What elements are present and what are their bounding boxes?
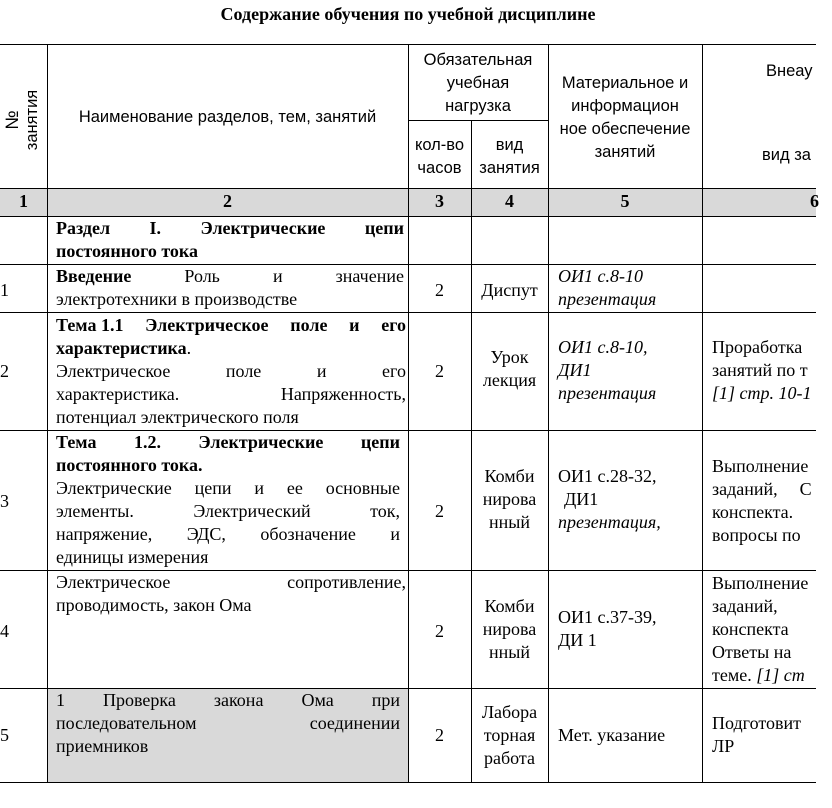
row-3-l1-w3: Электрические (198, 432, 324, 452)
row-1-material (558, 265, 702, 311)
row-3-l4-w1: элементы. (56, 501, 134, 521)
row-2-name (56, 314, 406, 430)
row-3-l5-w2: ЭДС, (186, 524, 226, 544)
row-3-l1-w1: Тема (56, 432, 97, 452)
row-5-bottom (0, 782, 816, 783)
header-col5-line-2: информацион (571, 97, 679, 115)
row-5-l1-w5: при (371, 690, 400, 710)
row-4-name (56, 571, 406, 619)
row-4-extra-line-5 (712, 664, 832, 687)
row-5-l3: приемников (56, 736, 149, 756)
header-col5-line-3: ное обеспечение (559, 120, 691, 138)
row-3-extra-line-1: Выполнение (712, 456, 809, 476)
section-word-1: Раздел (56, 218, 111, 238)
row-4-extra-line-2: заданий, (712, 596, 778, 616)
header-col4 (471, 134, 548, 184)
row-3-extra-line-4: вопросы по (712, 525, 801, 545)
header-group-line-1: Обязательная (423, 51, 533, 69)
header-col4-line-2: занятия (479, 159, 540, 177)
row-5-l2-w2: соединении (309, 713, 400, 733)
row-3-l2: постоянного тока. (56, 455, 203, 475)
row-2-type-line-1: Урок (490, 347, 529, 367)
row-5-extra-line-1: Подготовит (712, 713, 801, 733)
num-cell-6: 6 (810, 191, 819, 211)
header-col5-line-4: занятий (594, 143, 656, 161)
row-1-num: 1 (0, 280, 9, 300)
row-4-l1-w1: Электрическое (56, 572, 171, 592)
num-cell-4: 4 (505, 191, 514, 211)
row-1-name-bold: Введение (56, 266, 132, 286)
header-col34-group (408, 49, 548, 119)
row-3-l3: Электрические цепи и ее основные (56, 478, 400, 498)
row-5-l2-w1: последовательном (56, 713, 197, 733)
num-cell-5: 5 (620, 191, 630, 211)
header-group-line-2: учебная (446, 74, 510, 92)
section-word-4: цепи (364, 218, 404, 238)
row-5-l1-w4: Ома (301, 690, 334, 710)
row-2-extra (712, 336, 822, 408)
row-5-material: Мет. указание (558, 725, 666, 745)
row-3-extra-word-1: заданий, (712, 479, 778, 499)
row-3-type-line-3: нный (489, 512, 530, 532)
row-4-type-line-1: Комби (484, 596, 535, 616)
row-5-l1-w3: закона (213, 690, 264, 710)
header-group-line-3: нагрузка (445, 97, 511, 115)
row-4-extra-word-2: [1] ст (756, 665, 805, 685)
row-4-extra-line-1: Выполнение (712, 573, 809, 593)
row-1-hours: 2 (435, 280, 444, 300)
row-4-material (558, 606, 702, 654)
header-col6-group-text: Внеау (766, 62, 813, 80)
row-4-extra-line-3: конспекта (712, 619, 789, 639)
row-5-l1-w2: Проверка (103, 690, 176, 710)
row-2-type-line-2: лекция (482, 370, 537, 390)
row-4-type-line-2: нирова (482, 619, 537, 639)
col-line-1 (47, 44, 48, 782)
header-col4-line-1: вид (495, 136, 524, 154)
header-col3-line-1: кол-во (414, 136, 465, 154)
row-3-extra-word-2: С (799, 479, 812, 499)
row-3-material-line-3: презентация, (558, 512, 661, 532)
row-3-l5-w4: и (390, 524, 400, 544)
row-3-type (471, 465, 548, 537)
row-1-material-line-1: ОИ1 с.8-10 (558, 266, 643, 286)
row-2-l5: потенциал электрического поля (56, 407, 299, 427)
row-3-material-line-2: ДИ1 (564, 489, 599, 509)
row-2-material-line-1: ОИ1 с.8-10, (558, 337, 648, 357)
page-title: Содержание обучения по учебной дисциплине (220, 4, 596, 24)
row-3-type-line-1: Комби (484, 466, 535, 486)
row-3-material-line-1: ОИ1 с.28-32, (558, 466, 657, 486)
row-2-l3-w2: поле (225, 361, 262, 381)
row-5-num: 5 (0, 725, 9, 745)
row-1-name-line-2: электротехники в производстве (56, 289, 298, 309)
row-2-type (471, 346, 548, 394)
row-2-extra-line-2: занятий по т (712, 360, 808, 380)
row-2-l3-w3: и (316, 361, 327, 381)
row-2-l4-w2: Напряженность, (280, 384, 406, 404)
row-4-num: 4 (0, 621, 9, 641)
row-1-word-2: Роль (184, 266, 220, 286)
row-4-type (471, 595, 548, 667)
row-3-l4-w2: Электрический (193, 501, 311, 521)
header-col2-text: Наименование разделов, тем, занятий (78, 108, 377, 126)
row-3-l5-w1: напряжение, (56, 524, 153, 544)
row-4-extra-line-4: Ответы на (712, 642, 792, 662)
row-5-name (56, 689, 400, 761)
row-2-l2-dot: . (186, 338, 192, 358)
row-1-word-4: значение (335, 266, 404, 286)
row-2-l1-w1: Тема 1.1 (56, 315, 124, 335)
header-subline (408, 120, 548, 121)
section-line-2: постоянного тока (56, 241, 199, 261)
row-2-material-line-2: ДИ1 (558, 360, 592, 380)
row-4-hours: 2 (435, 621, 444, 641)
row-2-l1-w2: Электрическое (145, 315, 269, 335)
header-col3-line-2: часов (417, 159, 462, 177)
header-num-symbol: № (2, 110, 22, 130)
header-col2 (47, 106, 408, 132)
row-5-type (471, 701, 548, 773)
row-3-l1-w4: цепи (360, 432, 400, 452)
row-5-type-line-2: торная (483, 725, 536, 745)
row-3-name (56, 431, 400, 569)
row-2-hours: 2 (435, 361, 444, 381)
header-col5-line-1: Материальное и (561, 74, 689, 92)
row-2-extra-line-3: [1] стр. 10-1 (712, 383, 812, 403)
row-2-material (558, 336, 702, 408)
row-2-l4-w1: характеристика. (56, 384, 180, 404)
num-cell-1: 1 (19, 191, 28, 211)
row-4-extra-word-1: теме. (712, 665, 752, 685)
section-word-2: I. (149, 218, 162, 238)
row-3-l4-w3: ток, (370, 501, 400, 521)
section-word-3: Электрические (200, 218, 326, 238)
row-3-extra-line-2 (712, 478, 832, 501)
row-3-l5-w3: обозначение (260, 524, 356, 544)
header-col3 (408, 134, 471, 184)
row-3-extra-line-3: конспекта. (712, 502, 794, 522)
row-2-l3-w4: его (382, 361, 406, 381)
row-3-material (558, 465, 702, 537)
row-2-l1-w5: его (381, 315, 406, 335)
row-5-type-line-3: работа (484, 748, 535, 768)
row-4-type-line-3: нный (489, 642, 530, 662)
row-3-num: 3 (0, 491, 9, 511)
header-num-label (2, 52, 44, 188)
row-1-type: Диспут (481, 280, 538, 300)
num-cell-2: 2 (223, 191, 232, 211)
row-3-l1-w2: 1.2. (133, 432, 161, 452)
row-3-type-line-2: нирова (482, 489, 537, 509)
row-5-extra-line-2: ЛР (712, 736, 735, 756)
header-col6 (762, 144, 822, 170)
row-3-extra (712, 455, 832, 551)
header-col6-group (766, 60, 826, 86)
header-col6-text: вид за (762, 146, 811, 164)
row-5-type-line-1: Лабора (481, 702, 538, 722)
row-2-l3-w1: Электрическое (56, 361, 171, 381)
row-4-l2: проводимость, закон Ома (56, 595, 252, 615)
section-title (56, 217, 404, 263)
row-2-l1-w4: и (349, 315, 360, 335)
num-cell-3: 3 (435, 191, 444, 211)
row-2-l1-w3: поле (290, 315, 328, 335)
row-4-material-line-1: ОИ1 с.37-39, (558, 607, 657, 627)
row-1-word-3: и (272, 266, 283, 286)
row-4-l1-w2: сопротивление, (287, 572, 406, 592)
row-2-extra-line-1: Проработка (712, 337, 803, 357)
row-2-l2-bold: характеристика (56, 338, 187, 358)
row-4-material-line-2: ДИ 1 (558, 630, 597, 650)
header-col5 (548, 72, 702, 168)
row-2-num: 2 (0, 361, 9, 381)
row-3-hours: 2 (435, 501, 444, 521)
row-5-extra (712, 712, 832, 760)
row-5-hours: 2 (435, 725, 444, 745)
row-3-l6: единицы измерения (56, 547, 209, 567)
row-2-material-line-3: презентация (558, 383, 657, 403)
row-4-extra (712, 572, 832, 688)
row-1-name (56, 265, 404, 311)
row-5-l1-w1: 1 (56, 690, 65, 710)
header-num-text: занятия (23, 89, 41, 151)
row-1-material-line-2: презентация (558, 289, 657, 309)
col-line-5 (702, 44, 703, 782)
